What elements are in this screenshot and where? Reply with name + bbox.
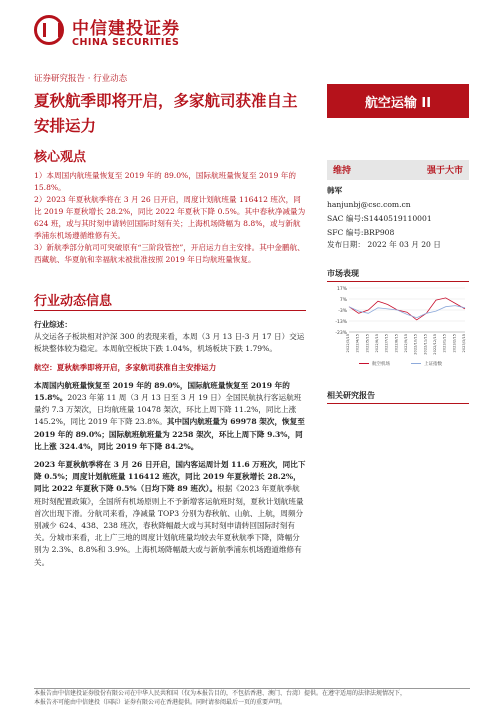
series-line [349, 298, 465, 320]
para1-bold-a: 本周国内航班量恢复至 2019 年的 89.0%，国际航班量恢复至 2019 年的 15.8%。 [34, 380, 290, 403]
rating-box [327, 160, 469, 180]
series-line [349, 306, 465, 318]
x-tick-label: 2022/5/15 [365, 334, 370, 353]
logo-cn-text: 中信建投证券 [72, 19, 180, 39]
aviation-heading: 航空：夏秋航季即将开启，多家航司获准自主安排运力 [34, 362, 217, 372]
x-tick-label: 2022/11/15 [423, 334, 428, 355]
y-tick-label: 17% [336, 287, 347, 292]
x-tick-label: 2022/3/15 [346, 334, 350, 353]
x-tick-label: 2023/1/15 [442, 334, 447, 353]
x-tick-label: 2022/8/15 [394, 334, 399, 353]
footer-divider [34, 688, 470, 689]
summary-text: 从交运各子板块相对沪深 300 的表现来看，本周（3 月 13 日-3 月 17 日）交运板块整体较为稳定。本周航空板块下跌 1.04%，机场板块下跌 1.79%。 [34, 332, 305, 354]
summary-block [34, 319, 306, 356]
x-tick-label: 2022/10/15 [413, 334, 418, 355]
y-tick-label: -23% [335, 331, 347, 336]
report-title: 夏秋航季即将开启，多家航司获准自主安排运力 [34, 91, 298, 135]
logo-en-text: CHINA SECURITIES [72, 37, 180, 48]
core-viewpoints-heading: 核心观点 [34, 150, 87, 165]
footer-line-2: 本报告亦可能由中信建投（国际）证券有限公司在香港提供。同时请参阅最后一页的重要声明。 [34, 698, 287, 706]
para1-bold-b: 其中国内航班量为 69978 架次，恢复至 2019 年的 89.0%；国际航班航班量为 2258 架次，环比上周下降 9.3%，同比上涨 324.4%，同比 2019 年下降 84.2%。 [34, 417, 305, 451]
publish-date: 发布日期： 2022 年 03 月 20 日 [327, 240, 441, 249]
summary-heading: 行业综述： [34, 320, 72, 329]
y-tick-label: -3% [338, 309, 347, 314]
x-tick-label: 2022/12/15 [433, 334, 437, 355]
rating-value: 强于大市 [426, 166, 463, 176]
x-tick-label: 2022/9/15 [404, 334, 408, 353]
y-tick-label: 7% [339, 298, 347, 303]
core-viewpoints [34, 170, 306, 266]
x-tick-label: 2022/7/15 [384, 334, 389, 353]
market-performance-chart [327, 282, 469, 370]
analyst-info [327, 184, 469, 240]
footer-disclaimer [34, 690, 474, 706]
logo-mark-icon [34, 15, 64, 45]
related-reports-heading: 相关研究报告 [327, 390, 375, 400]
sector-badge: 航空运输 II [327, 84, 469, 118]
report-body [34, 319, 306, 575]
legend-label: 上证指数 [424, 362, 442, 367]
x-tick-label: 2022/4/15 [355, 334, 360, 353]
paragraph-2 [34, 459, 306, 569]
market-performance-heading: 市场表现 [327, 268, 359, 278]
para2-normal: 根据《2023 年夏航季航班时刻配置政策》，全国所有机场原则上不予新增客运航班时刻，夏秋计划航班量首次出现下滑。分航司来看，净减量 TOP3 分别为春秋航、山航、上航，周频分别减少 624、438、238 班次，春秋降幅最大或与其时刻申请转回国际时刻有关。分城市来看，北上广三地的周度计划航班量均较去年夏秋航季下降，降幅分别为 2.3%、8.8%和 3.9%。上海机场降幅最大或与新航季浦东机场跑道维修有关。 [34, 484, 304, 567]
para1-normal-a: 2023 年第 11 周（3 月 13 日至 3 月 19 日）全国民航执行客运航班量约 7.3 万架次，日均航班量 10478 架次，环比上周下降 11.2%，同比上涨 145.2%，同比 2019 年下降 23.8%。 [34, 393, 302, 427]
x-tick-label: 2023/3/15 [462, 334, 466, 353]
legend-label: 航空机场 [372, 362, 390, 367]
footer-line-1: 本报告由中信建投证券股份有限公司在中华人民共和国（仅为本报告目的，不包括香港、澳门、台湾）提供。在遵守适用的法律法规情况下， [34, 690, 407, 697]
y-tick-label: -13% [335, 320, 347, 325]
x-tick-label: 2022/6/15 [375, 334, 379, 353]
x-tick-label: 2023/2/15 [452, 334, 457, 353]
section-heading: 行业动态信息 [34, 294, 113, 309]
analyst-sfc: SFC 编号:BRP908 [327, 228, 395, 237]
para2-bold: 2023 年夏秋航季将在 3 月 26 日开启，国内客运周计划 11.6 万班次，同比下降 0.5%；周度计划航班量 116412 班次，同比 2019 年夏秋增长 28.2%，同比 2022 年夏秋下降 0.5%（日均下降 89 班次）。 [34, 460, 306, 494]
analyst-name: 韩军 [327, 186, 343, 195]
section-divider [34, 310, 306, 311]
related-divider [327, 403, 469, 404]
analyst-sac: SAC 编号:S1440519110001 [327, 214, 432, 223]
analyst-email[interactable]: hanjunbj@csc.com.cn [327, 200, 411, 209]
rating-label: 维持 [333, 166, 352, 176]
core-point: 3）新航季部分航司可突破原有“三阶段管控”，开启运力自主安排。其中金鹏航、西藏航、华夏航和幸福航未被批准按照 2019 年日均航班量恢复。 [34, 243, 305, 264]
core-point: 1）本周国内航班量恢复至 2019 年的 89.0%，国际航班量恢复至 2019 年的 15.8%。 [34, 171, 296, 192]
company-logo [34, 12, 194, 54]
report-type: 证券研究报告 · 行业动态 [34, 74, 128, 84]
paragraph-1 [34, 380, 306, 453]
core-point: 2）2023 年夏秋航季将在 3 月 26 日开启，周度计划航班量 116412 班次，同比 2019 年夏秋增长 28.2%，同比 2022 年夏秋下降 0.5%。其中春秋净减量为 624 班，或与其时刻申请转回国际时刻有关；上海机场降幅为 8.8%，或与新航季浦东机场遵循维修有关。 [34, 195, 306, 240]
